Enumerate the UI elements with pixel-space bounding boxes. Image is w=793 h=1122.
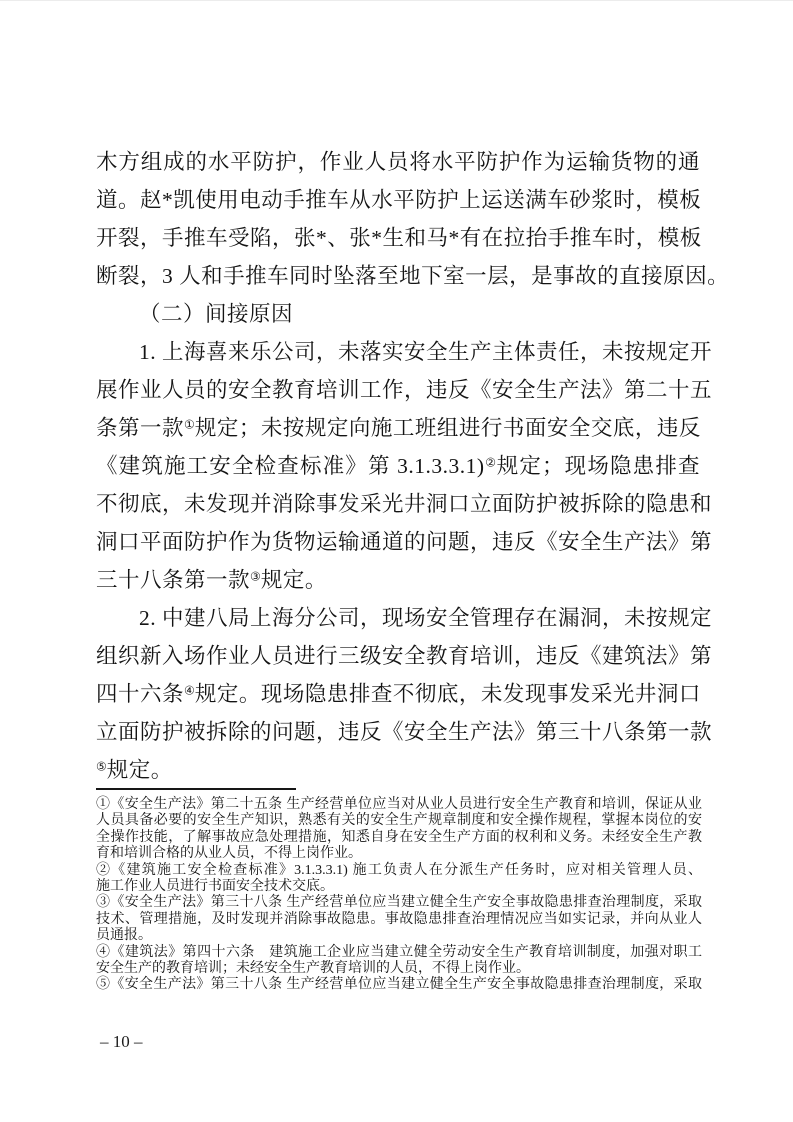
- body-text-paragraph: [96, 599, 713, 789]
- body-line: 2. 中建八局上海分公司，现场安全管理存在漏洞，未按规定: [139, 606, 713, 630]
- footnote-ref-marker: ④: [184, 683, 195, 698]
- body-line: 展作业人员的安全教育培训工作，违反《安全生产法》第二十五: [96, 378, 713, 402]
- body-line: 条第一款①规定；未按规定向施工班组进行书面安全交底，违反: [96, 416, 701, 440]
- footnote-ref-marker: ①: [184, 417, 195, 432]
- footnote-line: 安全生产的教育培训；未经安全生产教育培训的人员，不得上岗作业。: [96, 960, 530, 976]
- body-text-paragraph: [96, 143, 730, 295]
- body-line: 组织新入场作业人员进行三级安全教育培训，违反《建筑法》第: [96, 644, 713, 668]
- footnotes-paragraph: [96, 977, 702, 993]
- body-text-paragraph: [96, 333, 713, 599]
- footnotes: [96, 797, 702, 994]
- body-text: [96, 143, 730, 789]
- body-line: 《建筑施工安全检查标准》第 3.1.3.3.1)②规定；现场隐患排查: [96, 454, 700, 478]
- footnote-line: 施工作业人员进行书面安全技术交底。: [96, 878, 334, 894]
- body-line: 道。赵*凯使用电动手推车从水平防护上运送满车砂浆时，模板: [96, 188, 702, 212]
- footnote-line: 育和培训合格的从业人员，不得上岗作业。: [96, 846, 362, 862]
- footnote-separator: [96, 788, 296, 790]
- body-line: 三十八条第一款③规定。: [96, 568, 327, 592]
- body-line: 开裂，手推车受陷，张*、张*生和马*有在拉抬手推车时，模板: [96, 226, 702, 250]
- body-line: ⑤规定。: [96, 758, 173, 782]
- footnote-line: ⑤《安全生产法》第三十八条 生产经营单位应当建立健全生产安全事故隐患排查治理制度，采取: [96, 977, 702, 993]
- footnote-line: 人员具备必要的安全生产知识，熟悉有关的安全生产规章制度和安全操作规程，掌握本岗位的安: [96, 813, 702, 829]
- body-line: 断裂，3 人和手推车同时坠落至地下室一层，是事故的直接原因。: [96, 264, 730, 288]
- footnote-line: ③《安全生产法》第三十八条 生产经营单位应当建立健全生产安全事故隐患排查治理制度，采取: [96, 895, 702, 911]
- footnotes-paragraph: [96, 945, 702, 978]
- footnote-line: 员通报。: [96, 928, 152, 944]
- footnotes-paragraph: [96, 895, 702, 944]
- body-line: 不彻底，未发现并消除事发采光井洞口立面防护被拆除的隐患和: [96, 492, 713, 516]
- body-line: 洞口平面防护作为货物运输通道的问题，违反《安全生产法》第: [96, 530, 713, 554]
- footnote-line: 技术、管理措施，及时发现并消除事故隐患。事故隐患排查治理情况应当如实记录，并向从业人: [96, 911, 702, 927]
- body-text-paragraph: [96, 295, 700, 333]
- footnote-line: ①《安全生产法》第二十五条 生产经营单位应当对从业人员进行安全生产教育和培训，保证从业: [96, 797, 702, 812]
- body-line: 1. 上海喜来乐公司，未落实安全生产主体责任，未按规定开: [139, 340, 713, 364]
- footnote-ref-marker: ⑤: [96, 759, 107, 774]
- body-line: 立面防护被拆除的问题，违反《安全生产法》第三十八条第一款: [96, 720, 713, 744]
- body-line: 木方组成的水平防护，作业人员将水平防护作为运输货物的通: [96, 150, 700, 174]
- footnote-line: ②《建筑施工安全检查标准》3.1.3.3.1) 施工负责人在分派生产任务时，应对相关管理人员、: [96, 862, 702, 878]
- footnote-line: 全操作技能，了解事故应急处理措施，知悉自身在安全生产方面的权利和义务。未经安全生产教: [96, 829, 702, 845]
- footnotes-paragraph: [96, 797, 702, 863]
- footnote-line: ④《建筑法》第四十六条 建筑施工企业应当建立健全劳动安全生产教育培训制度，加强对职工: [96, 944, 702, 960]
- footnote-ref-marker: ②: [484, 455, 497, 470]
- footnotes-paragraph: [96, 863, 702, 896]
- body-line: （二）间接原因: [139, 302, 294, 326]
- body-line: 四十六条④规定。现场隐患排查不彻底，未发现事发采光井洞口: [96, 682, 701, 706]
- page-number: – 10 –: [100, 1032, 143, 1051]
- footnote-ref-marker: ③: [250, 569, 261, 584]
